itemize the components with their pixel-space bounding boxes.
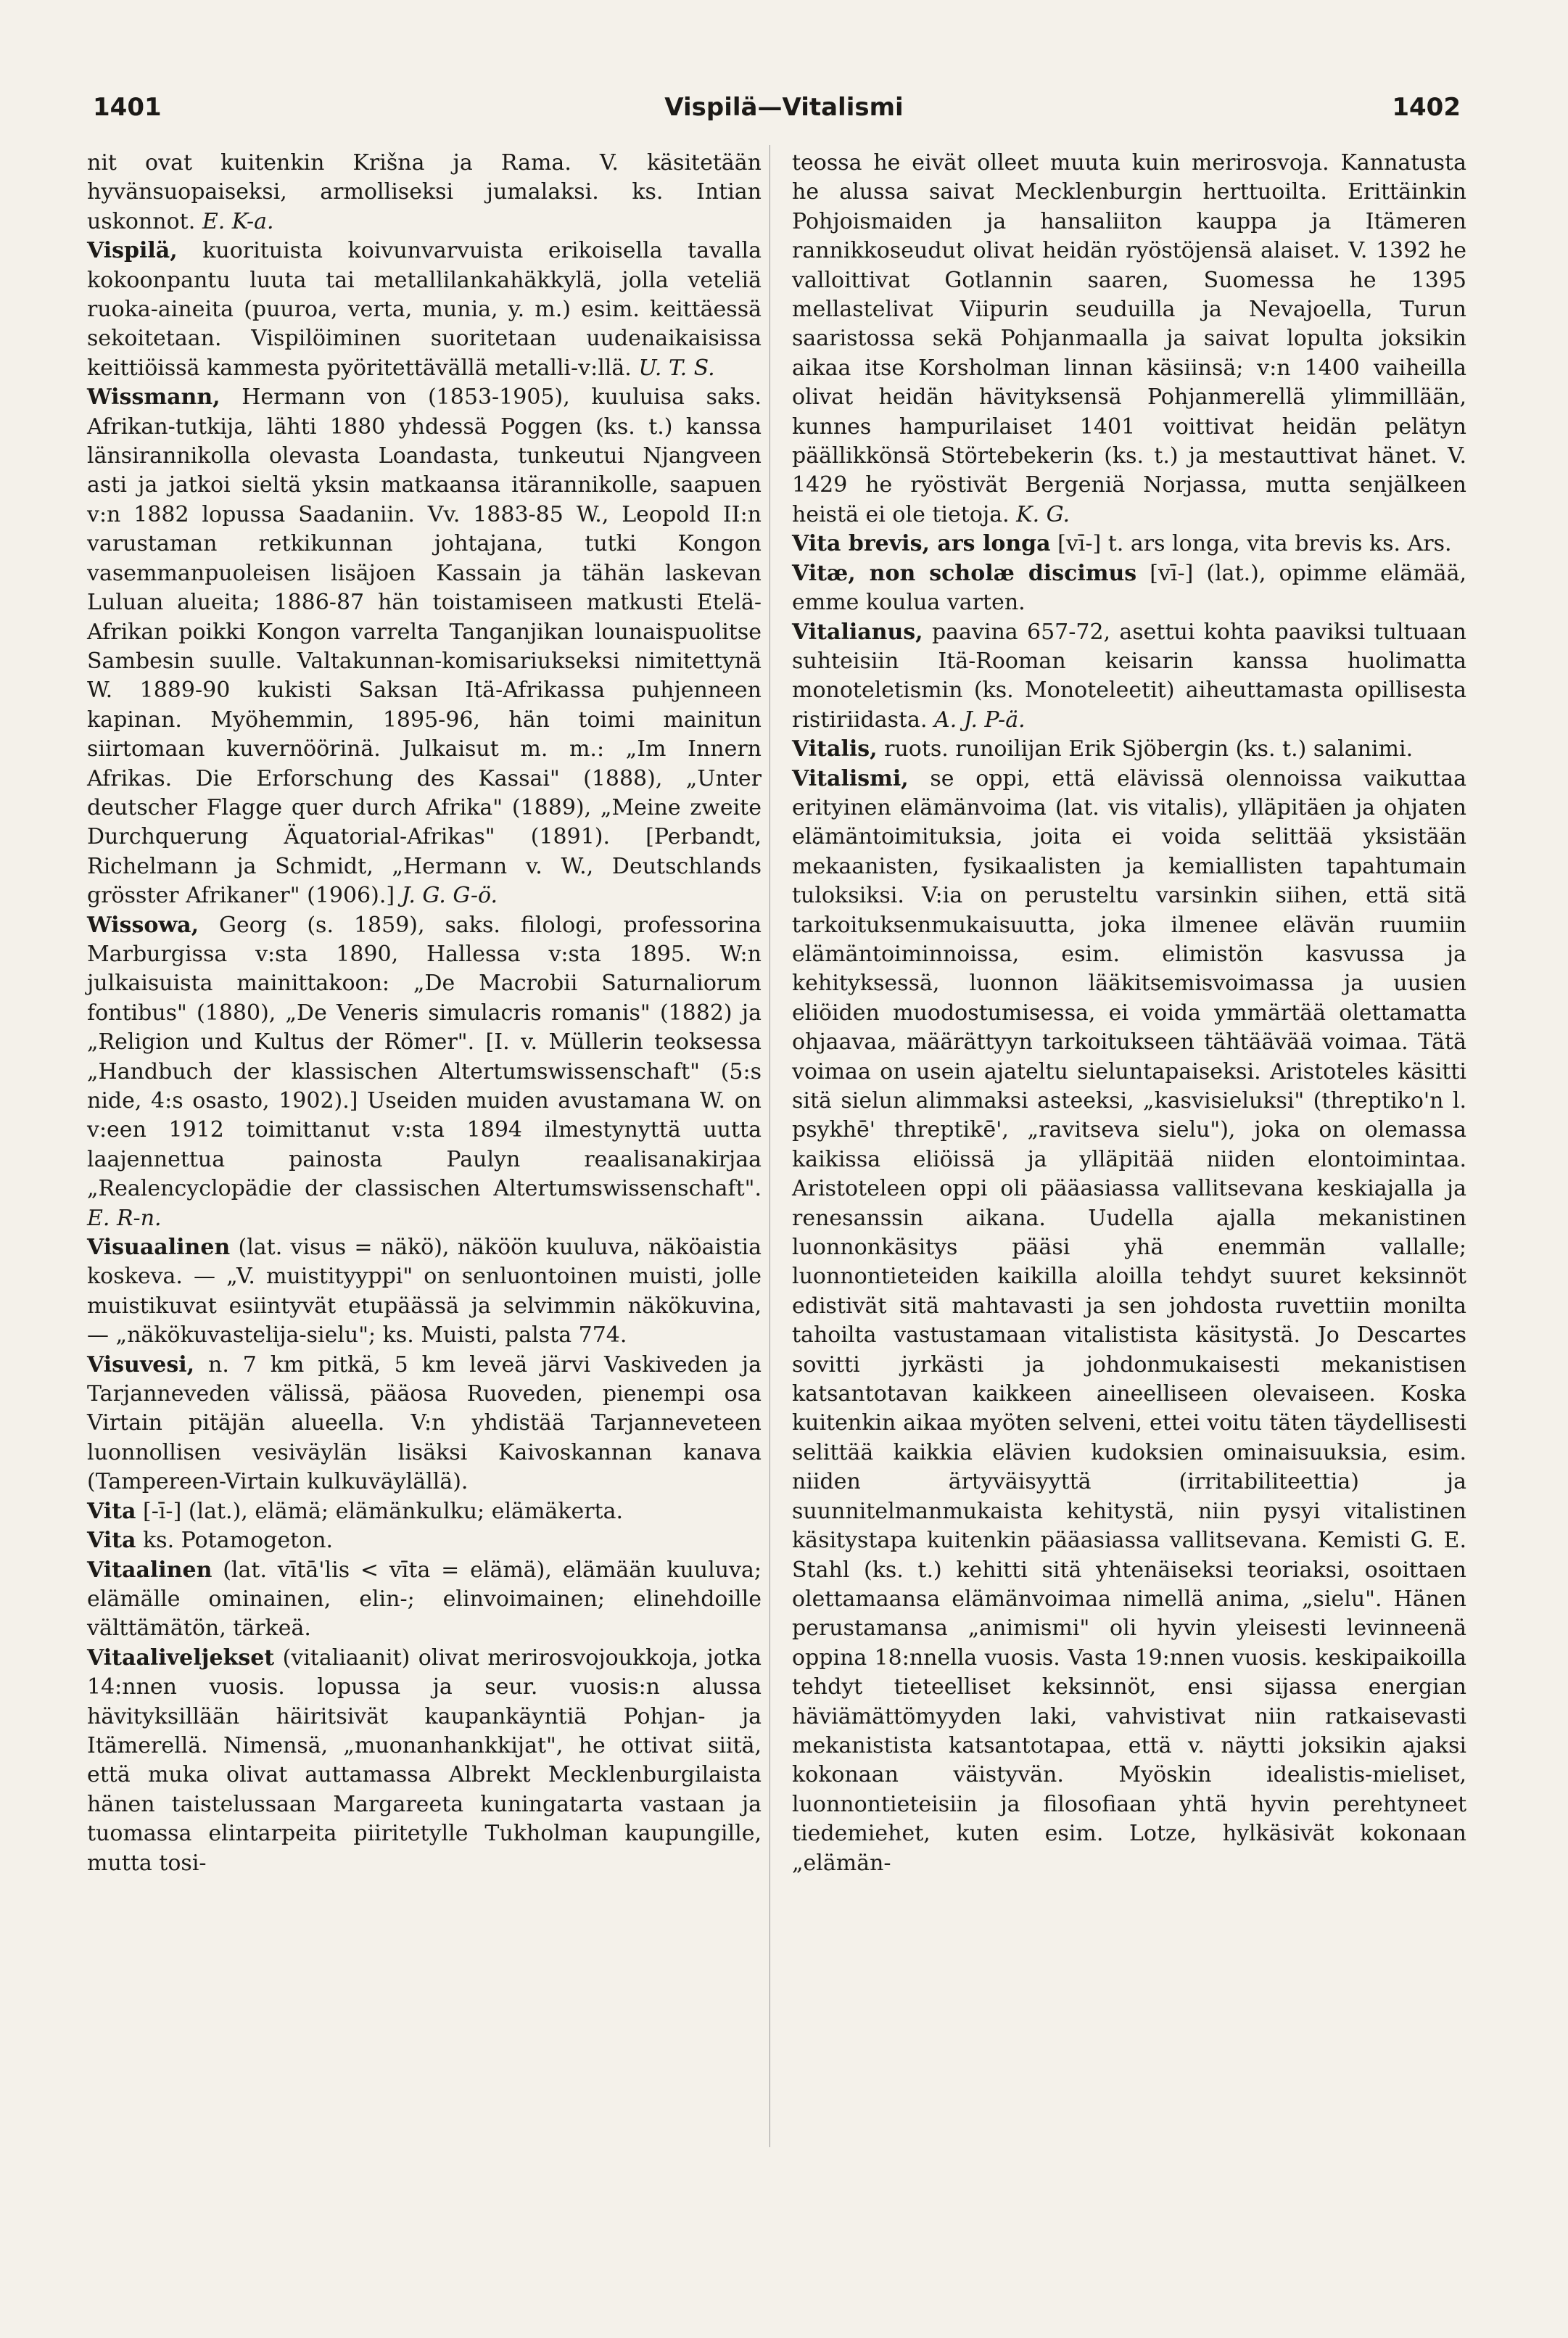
entry-text: [vī-] (lat.), opimme elämää, emme koulua varten. [792, 560, 1466, 616]
entry-headword: Vispilä, [87, 238, 178, 264]
dictionary-entry [87, 1497, 762, 1526]
entry-text: (lat. visus = näkö), näköön kuuluva, näköaistia koskeva. — „V. muistityyppi" on senluontoinen muisti, jolle muistikuvat esiintyvät etupäässä ja selvimmin näkökuvina, — „näkökuvastelija-sielu"; ks. Muisti, palsta 774. [87, 1235, 762, 1349]
entry-text: ruots. runoilijan Erik Sjöbergin (ks. t.) salanimi. [884, 736, 1414, 762]
entry-signature: E. R-n. [87, 1205, 162, 1231]
entry-text: Hermann von (1853-1905), kuuluisa saks. Afrikan-tutkija, lähti 1880 yhdessä Poggen (ks. t.) kanssa länsirannikolla olevasta Loandasta, tunkeutui Njangveen asti ja jatkoi sieltä yksin matkaansa itärannikolle, saapuen v:n 1882 lopussa Saadaniin. Vv. 1883-85 W., Leopold II:n varustaman retkikunnan johtajana, tutki Kongon vasemmanpuoleisen lisäjoen Kassain ja tähän laskevan Luluan alueita; 1886-87 hän toistamiseen matkusti Etelä-Afrikan poikki Kongon varrelta Tanganjikan lounaispuolitse Sambesin suulle. Valtakunnan-komisariukseksi nimitettynä W. 1889-90 kukisti Saksan Itä-Afrikassa puhjenneen kapinan. Myöhemmin, 1895-96, hän toimi mainitun siirtomaan kuvernöörinä. Julkaisut m. m.: „Im Innern Afrikas. Die Erforschung des Kassai" (1888), „Unter deutscher Flagge quer durch Afrika" (1889), „Meine zweite Durchquerung Äquatorial-Afrikas" (1891). [Perbandt, Richelmann ja Schmidt, „Hermann v. W., Deutschlands grösster Afrikaner" (1906).] [87, 384, 762, 909]
dictionary-entry [792, 559, 1466, 618]
dictionary-entry [792, 149, 1466, 530]
entry-headword: Visuvesi, [87, 1351, 195, 1378]
dictionary-entry [792, 735, 1466, 764]
entry-headword: Vitæ, non scholæ discimus [792, 560, 1137, 586]
entry-headword: Vita brevis, ars longa [792, 531, 1051, 557]
entry-headword: Vitalianus, [792, 619, 923, 645]
dictionary-entry [87, 383, 762, 910]
page-number-right: 1402 [1392, 93, 1461, 122]
entry-text: (vitaliaanit) olivat merirosvojoukkoja, jotka 14:nnen vuosis. lopussa ja seur. vuosis:n alussa hävityksillään häiritsivät kaupankäyntiä Pohjan- ja Itämerellä. Nimensä, „muonanhankkijat", he ottivat siitä, että muka olivat auttamassa Albrekt Mecklenburgilaista hänen taistelussaan Margareeta kuningatarta vastaan ja tuomassa elintarpeita piiritetylle Tukholman kaupungille, mutta tosi- [87, 1645, 762, 1876]
page-header [0, 93, 1568, 136]
entry-text: n. 7 km pitkä, 5 km leveä järvi Vaskiveden ja Tarjanneveden välissä, pääosa Ruoveden, pienempi osa Virtain pitäjän alueella. V:n yhdistää Tarjanneveteen luonnollisen vesiväylän lisäksi Kaivoskannan kanava (Tampereen-Virtain kulkuväylällä). [87, 1351, 762, 1495]
right-column [792, 149, 1466, 1878]
dictionary-entry [87, 1526, 762, 1555]
entry-headword: Vitalis, [792, 736, 878, 762]
entry-headword: Wissowa, [87, 912, 199, 938]
dictionary-entry [87, 1351, 762, 1497]
entry-text: teossa he eivät olleet muuta kuin merirosvoja. Kannatusta he alussa saivat Mecklenburgin herttuoilta. Erittäinkin Pohjoismaiden ja hansaliiton kauppa ja Itämeren rannikkoseudut olivat heidän ryöstöjensä alaiset. V. 1392 he valloittivat Gotlannin saaren, Suomessa he 1395 mellastelivat Viipurin seuduilla ja Nevajoella, Turun saaristossa sekä Pohjanmaalla ja saivat lopulta joksikin aikaa itse Korsholman linnan käsiinsä; v:n 1400 vaiheilla olivat heidän hävityksensä Pohjanmerellä ylimmillään, kunnes hampurilaiset 1401 voittivat heidän pelätyn päällikkönsä Störtebekerin (ks. t.) ja mestauttivat hänet. V. 1429 he ryöstivät Bergeniä Norjassa, mutta senjälkeen heistä ei ole tietoja. [792, 150, 1466, 527]
left-column [87, 149, 762, 1878]
entry-headword: Vita [87, 1498, 136, 1524]
entry-text: kuorituista koivunvarvuista erikoisella tavalla kokoonpantu luuta tai metallilankahäkkylä, jolla veteliä ruoka-aineita (puuroa, verta, munia, y. m.) esim. keittäessä sekoitetaan. Vispilöiminen suoritetaan uudenaikaisissa keittiöissä kammesta pyöritettävällä metalli-v:llä. [87, 238, 762, 381]
dictionary-entry [87, 236, 762, 383]
entry-text: (lat. vītā'lis < vīta = elämä), elämään kuuluva; elämälle ominainen, elin-; elinvoimainen; elinehdoille välttämätön, tärkeä. [87, 1557, 762, 1642]
entry-signature: K. G. [1016, 501, 1070, 527]
column-divider [769, 145, 770, 2147]
page-number-left: 1401 [93, 93, 162, 122]
dictionary-entry [87, 1233, 762, 1351]
dictionary-entry [87, 149, 762, 236]
entry-text: nit ovat kuitenkin Krišna ja Rama. V. käsitetään hyvänsuopaiseksi, armolliseksi jumalaksi. ks. Intian uskonnot. [87, 150, 762, 234]
dictionary-entry [87, 911, 762, 1233]
dictionary-entry [792, 765, 1466, 1878]
entry-signature: A. J. P-ä. [934, 707, 1026, 733]
entry-text: Georg (s. 1859), saks. filologi, professorina Marburgissa v:sta 1890, Hallessa v:sta 1895. W:n julkaisuista mainittakoon: „De Macrobii Saturnaliorum fontibus" (1880), „De Veneris simulacris romanis" (1882) ja „Religion und Kultus der Römer". [I. v. Müllerin teoksessa „Handbuch der klassischen Altertumswissenschaft" (5:s nide, 4:s osasto, 1902).] Useiden muiden avustamana W. on v:een 1912 toimittanut v:sta 1894 ilmestynyttä uutta laajennettua painosta Paulyn reaalisanakirjaa „Realencyclopädie der classischen Altertumswissenschaft". [87, 912, 762, 1202]
entry-text: se oppi, että elävissä olennoissa vaikuttaa erityinen elämänvoima (lat. vis vitalis), ylläpitäen ja ohjaten elämäntoimituksia, joita ei voida selittää yksistään mekaanisten, fysikaalisten ja kemiallisten tapahtumain tuloksiksi. V:ia on perusteltu varsinkin siihen, että sitä tarkoituksenmukaisuutta, joka ilmenee elävän ruumiin elämäntoiminnoissa, esim. elimistön kasvussa ja kehityksessä, luonnon lääkitsemisvoimassa ja uusien eliöiden muodostumisessa, ei voida ymmärtää olettamatta ohjaavaa, määrättyyn tarkoitukseen tähtäävää voimaa. Tätä voimaa on usein ajateltu sieluntapaiseksi. Aristoteles käsitti sitä sielun alimmaksi asteeksi, „kasvisieluksi" (threptiko'n l. psykhē' threptikē', „ravitseva sielu"), joka on olemassa kaikissa eliöissä ja ylläpitää niiden elontoimintaa. Aristoteleen oppi oli pääasiassa vallitsevana keskiajalla ja renesanssin aikana. Uudella ajalla mekanistinen luonnonkäsitys pääsi yhä enemmän vallalle; luonnontieteiden kaikilla aloilla tehdyt suuret keksinnöt edistivät sitä mahtavasti ja sen johdosta ruvettiin monilta tahoilta vastustamaan vitalistista käsitystä. Jo Descartes sovitti jyrkästi ja johdonmukaisesti mekanistisen katsantotavan kaikkeen aineelliseen olevaiseen. Koska kuitenkin aikaa myöten selveni, ettei voitu täten täydellisesti selittää kaikkia elävien kudoksien ominaisuuksia, esim. niiden ärtyväisyyttä (irritabiliteettia) ja suunnitelmanmukaista kehitystä, niin pysyi vitalistinen käsitystapa kuitenkin pääasiassa vallitsevana. Kemisti G. E. Stahl (ks. t.) kehitti sitä yhtenäiseksi teoriaksi, osoittaen olettamaansa elämänvoimaa nimellä anima, „sielu". Hänen perustamansa „animismi" oli hyvin yleisesti levinneenä oppina 18:nnella vuosis. Vasta 19:nnen vuosis. keskipaikoilla tehdyt tieteelliset keksinnöt, ensi sijassa energian häviämättömyyden laki, vahvistivat niin ratkaisevasti mekanistista katsantotapaa, että v. näytti joksikin ajaksi kokonaan väistyvän. Myöskin idealistis-mieliset, luonnontieteisiin ja filosofiaan yhtä hyvin perehtyneet tiedemiehet, kuten esim. Lotze, hylkäsivät kokonaan „elämän- [792, 765, 1466, 1876]
dictionary-entry [87, 1644, 762, 1878]
entry-headword: Vitaalinen [87, 1557, 212, 1583]
entry-headword: Visuaalinen [87, 1235, 231, 1261]
entry-headword: Vita [87, 1528, 136, 1554]
dictionary-entry [87, 1556, 762, 1644]
dictionary-entry [792, 618, 1466, 736]
entry-signature: U. T. S. [638, 355, 715, 381]
entry-text: paavina 657-72, asettui kohta paaviksi tultuaan suhteisiin Itä-Rooman keisarin kanssa huolimatta monoteletismin (ks. Monoteleetit) aiheuttamasta opillisesta ristiriidasta. [792, 619, 1466, 733]
entry-text: ks. Potamogeton. [143, 1528, 334, 1554]
entry-text: [-ī-] (lat.), elämä; elämänkulku; elämäkerta. [143, 1498, 624, 1524]
entry-text: [vī-] t. ars longa, vita brevis ks. Ars. [1057, 531, 1452, 557]
entry-headword: Wissmann, [87, 384, 220, 411]
entry-signature: E. K-a. [202, 208, 274, 234]
entry-headword: Vitaaliveljekset [87, 1645, 275, 1671]
dictionary-entry [792, 530, 1466, 559]
entry-headword: Vitalismi, [792, 765, 909, 791]
entry-signature: J. G. G-ö. [401, 883, 498, 909]
running-title: Vispilä—Vitalismi [664, 93, 904, 122]
